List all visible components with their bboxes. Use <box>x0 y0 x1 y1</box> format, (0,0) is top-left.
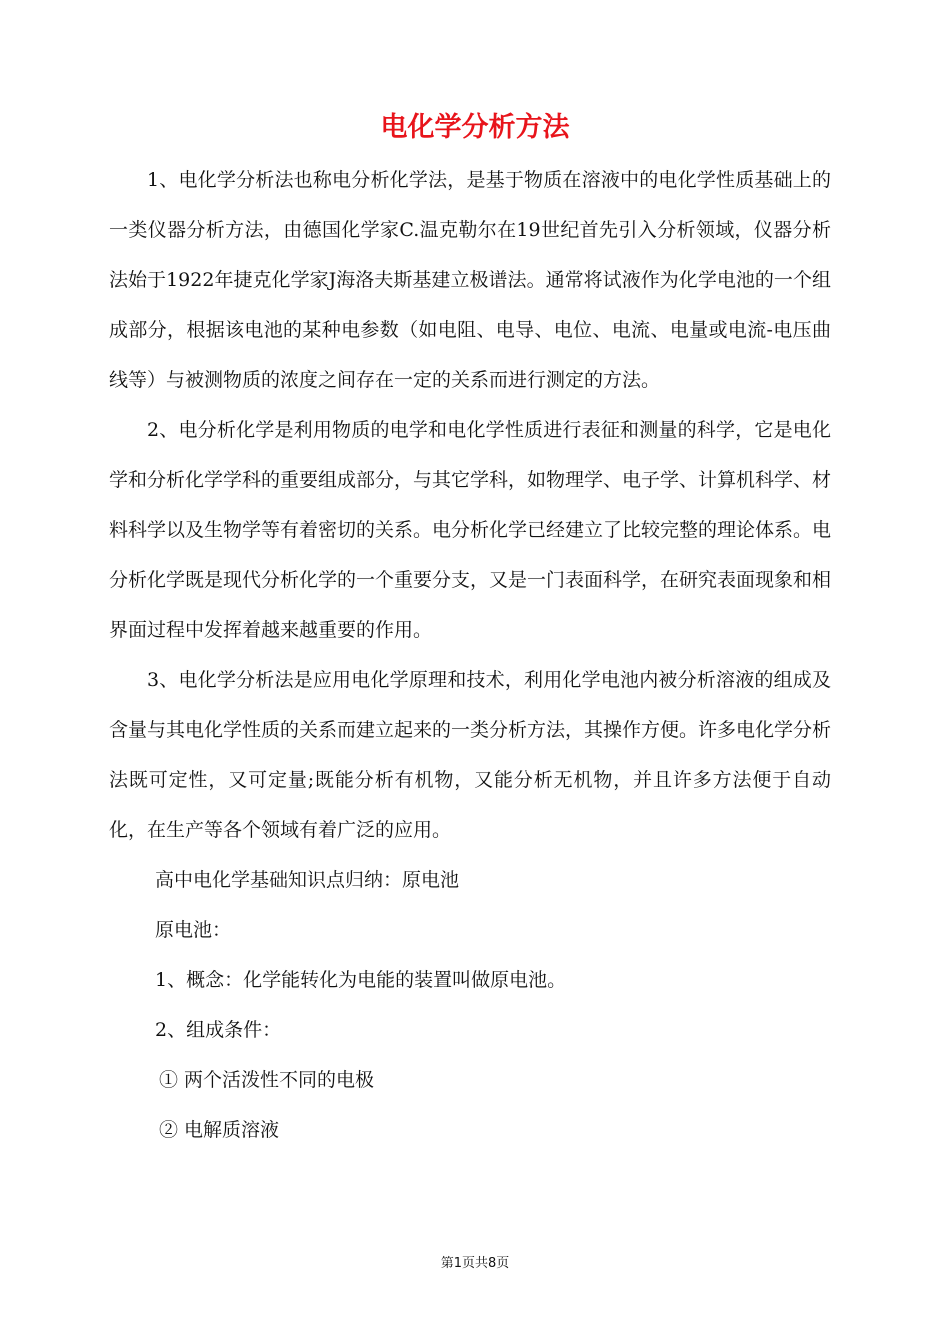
page-number-footer: 第1页共8页 <box>440 1256 510 1271</box>
document-body <box>109 155 831 1155</box>
paragraph-3: 3、电化学分析法是应用电化学原理和技术，利用化学电池内被分析溶液的组成及含量与其电化学性质的关系而建立起来的一类分析方法，其操作方便。许多电化学分析法既可定性，又可定量;既能分析有机物，又能分析无机物，并且许多方法便于自动化，在生产等各个领域有着广泛的应用。 <box>109 669 832 841</box>
condition-item-2: ② 电解质溶液 <box>159 1119 280 1141</box>
paragraph-2: 2、电分析化学是利用物质的电学和电化学性质进行表征和测量的科学，它是电化学和分析化学学科的重要组成部分，与其它学科，如物理学、电子学、计算机科学、材料科学以及生物学等有着密切的关系。电分析化学已经建立了比较完整的理论体系。电分析化学既是现代分析化学的一个重要分支，又是一门表面科学，在研究表面现象和相界面过程中发挥着越来越重要的作用。 <box>109 419 832 641</box>
condition-item-1: ① 两个活泼性不同的电极 <box>159 1069 375 1091</box>
subheading-galvanic-cell: 原电池： <box>155 919 232 941</box>
document-title: 电化学分析方法 <box>380 112 570 143</box>
concept-line: 1、概念：化学能转化为电能的装置叫做原电池。 <box>155 969 567 991</box>
conditions-line: 2、组成条件： <box>155 1019 282 1041</box>
section-heading-galvanic-cell: 高中电化学基础知识点归纳：原电池 <box>155 869 460 891</box>
paragraph-1: 1、电化学分析法也称电分析化学法，是基于物质在溶液中的电化学性质基础上的一类仪器分析方法，由德国化学家C.温克勒尔在19世纪首先引入分析领域，仪器分析法始于1922年捷克化学家J海洛夫斯基建立极谱法。通常将试液作为化学电池的一个组成部分，根据该电池的某种电参数（如电阻、电导、电位、电流、电量或电流-电压曲线等）与被测物质的浓度之间存在一定的关系而进行测定的方法。 <box>109 169 831 391</box>
